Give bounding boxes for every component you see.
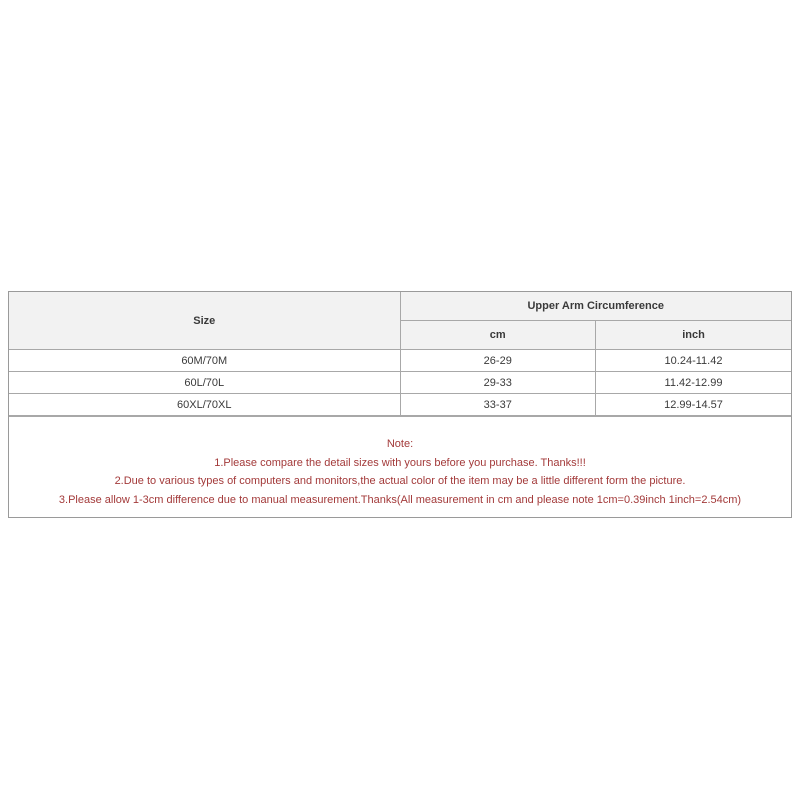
upper-arm-header: Upper Arm Circumference: [400, 292, 791, 321]
size-table: [9, 292, 791, 416]
note-line-1: 1.Please compare the detail sizes with yours before you purchase. Thanks!!!: [214, 456, 586, 469]
notes-section: [9, 416, 791, 517]
cm-cell: 26-29: [400, 350, 596, 372]
cm-header: cm: [400, 321, 596, 350]
note-line-3: 3.Please allow 1-3cm difference due to manual measurement.Thanks(All measurement in cm and please note 1cm=0.39inch 1inch=2.54cm): [58, 493, 742, 506]
note-title: Note:: [386, 438, 414, 450]
inch-cell: 11.42-12.99: [596, 372, 792, 394]
size-cell: 60M/70M: [9, 350, 400, 372]
inch-cell: 12.99-14.57: [596, 394, 792, 416]
size-cell: 60L/70L: [9, 372, 400, 394]
note-line-2: 2.Due to various types of computers and monitors,the actual color of the item may be a little different form the picture.: [114, 475, 686, 487]
table-row: [9, 372, 791, 394]
size-chart: [8, 291, 792, 518]
table-row: [9, 350, 791, 372]
table-row: [9, 394, 791, 416]
cm-cell: 33-37: [400, 394, 596, 416]
size-header: Size: [9, 292, 400, 350]
size-cell: 60XL/70XL: [9, 394, 400, 416]
inch-header: inch: [596, 321, 792, 350]
cm-cell: 29-33: [400, 372, 596, 394]
inch-cell: 10.24-11.42: [596, 350, 792, 372]
header-row: [9, 292, 791, 321]
